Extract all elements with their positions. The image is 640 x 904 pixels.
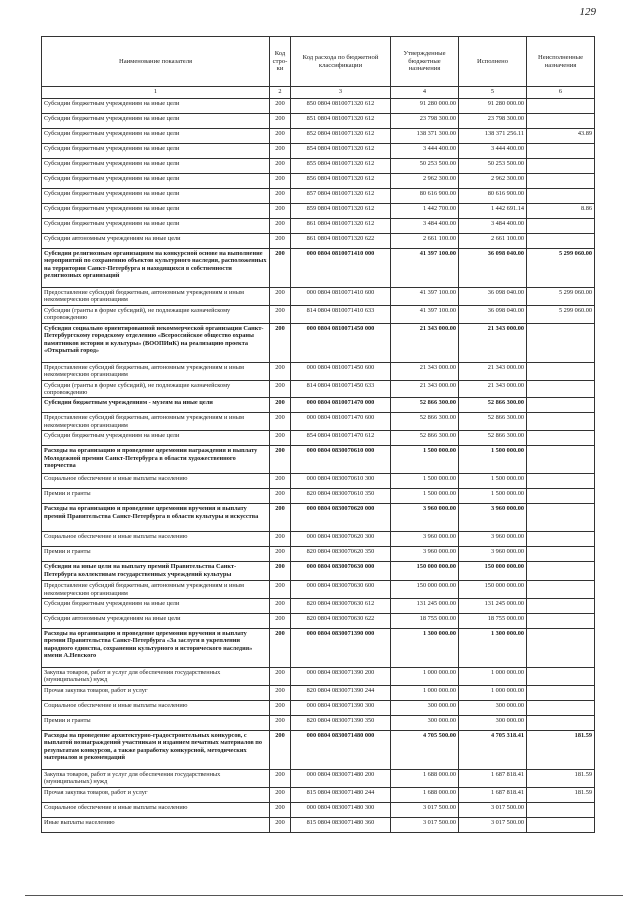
approved-amount-cell: 3 444 400.00 (391, 144, 459, 159)
line-code-cell: 200 (270, 547, 291, 562)
approved-amount-cell: 21 343 000.00 (391, 380, 459, 398)
unexecuted-amount-cell: 181.59 (527, 769, 595, 787)
indicator-name-cell: Субсидии на иные цели на выплату премий Правительства Санкт-Петербурга коллективам государственных учреждений культуры (42, 562, 270, 581)
line-code-cell: 200 (270, 504, 291, 532)
budget-code-cell: 000 0804 0830071390 200 (291, 668, 391, 686)
line-code-cell: 200 (270, 114, 291, 129)
line-code-cell: 200 (270, 174, 291, 189)
unexecuted-amount-cell: 181.59 (527, 730, 595, 769)
approved-amount-cell: 150 000 000.00 (391, 581, 459, 599)
indicator-name-cell: Социальное обеспечение и иные выплаты населению (42, 802, 270, 817)
budget-code-cell: 856 0804 0810071320 612 (291, 174, 391, 189)
executed-amount-cell: 52 866 300.00 (459, 413, 527, 431)
indicator-name-cell: Закупка товаров, работ и услуг для обеспечения государственных (муниципальных) нужд (42, 668, 270, 686)
executed-amount-cell: 91 280 000.00 (459, 99, 527, 114)
approved-amount-cell: 1 442 700.00 (391, 204, 459, 219)
line-code-cell: 200 (270, 323, 291, 362)
approved-amount-cell: 21 343 000.00 (391, 362, 459, 380)
unexecuted-amount-cell (527, 431, 595, 446)
table-row (42, 380, 595, 398)
indicator-name-cell: Субсидия социально ориентированной некоммерческой организации Санкт-Петербургскому городскому отделению «Всероссийское общество охраны памятников истории и культуры» (ВООПИиК) на реализацию проекта «Открытый город» (42, 323, 270, 362)
table-row (42, 159, 595, 174)
budget-code-cell: 850 0804 0810071320 612 (291, 99, 391, 114)
table-body (42, 99, 595, 833)
approved-amount-cell: 18 755 000.00 (391, 614, 459, 629)
indicator-name-cell: Субсидии бюджетным учреждениям на иные цели (42, 144, 270, 159)
indicator-name-cell: Субсидии (гранты в форме субсидий), не подлежащие казначейскому сопровождению (42, 305, 270, 323)
indicator-name-cell: Прочая закупка товаров, работ и услуг (42, 787, 270, 802)
approved-amount-cell: 300 000.00 (391, 715, 459, 730)
approved-amount-cell: 131 245 000.00 (391, 599, 459, 614)
budget-code-cell: 820 0804 0830071390 350 (291, 715, 391, 730)
line-code-cell: 200 (270, 489, 291, 504)
budget-code-cell: 820 0804 0830071390 244 (291, 685, 391, 700)
indicator-name-cell: Субсидии бюджетным учреждениям на иные цели (42, 159, 270, 174)
unexecuted-amount-cell (527, 398, 595, 413)
executed-amount-cell: 300 000.00 (459, 715, 527, 730)
line-code-cell: 200 (270, 398, 291, 413)
approved-amount-cell: 3 017 500.00 (391, 802, 459, 817)
table-row (42, 629, 595, 668)
line-code-cell: 200 (270, 431, 291, 446)
indicator-name-cell: Премии и гранты (42, 547, 270, 562)
table-row (42, 99, 595, 114)
budget-code-cell: 000 0804 0830071390 000 (291, 629, 391, 668)
column-number: 6 (527, 87, 595, 99)
budget-code-cell: 861 0804 0810071320 612 (291, 219, 391, 234)
line-code-cell: 200 (270, 614, 291, 629)
line-code-cell: 200 (270, 129, 291, 144)
line-code-cell: 200 (270, 159, 291, 174)
unexecuted-amount-cell: 5 299 060.00 (527, 249, 595, 288)
table-row (42, 362, 595, 380)
approved-amount-cell: 2 661 100.00 (391, 234, 459, 249)
executed-amount-cell: 3 960 000.00 (459, 504, 527, 532)
table-row (42, 685, 595, 700)
unexecuted-amount-cell (527, 159, 595, 174)
indicator-name-cell: Премии и гранты (42, 715, 270, 730)
column-number: 3 (291, 87, 391, 99)
table-row (42, 413, 595, 431)
budget-code-cell: 000 0804 0810071450 600 (291, 362, 391, 380)
table-row (42, 700, 595, 715)
table-row (42, 489, 595, 504)
executed-amount-cell: 150 000 000.00 (459, 581, 527, 599)
table-row (42, 219, 595, 234)
budget-code-cell: 815 0804 0830071480 360 (291, 817, 391, 832)
column-number-row (42, 87, 595, 99)
indicator-name-cell: Субсидии бюджетным учреждениям на иные цели (42, 129, 270, 144)
approved-amount-cell: 1 000 000.00 (391, 685, 459, 700)
executed-amount-cell: 2 962 300.00 (459, 174, 527, 189)
approved-amount-cell: 1 500 000.00 (391, 474, 459, 489)
table-row (42, 599, 595, 614)
approved-amount-cell: 300 000.00 (391, 700, 459, 715)
budget-code-cell: 820 0804 0830070630 612 (291, 599, 391, 614)
indicator-name-cell: Социальное обеспечение и иные выплаты населению (42, 474, 270, 489)
executed-amount-cell: 3 017 500.00 (459, 817, 527, 832)
line-code-cell: 200 (270, 144, 291, 159)
line-code-cell: 200 (270, 581, 291, 599)
line-code-cell: 200 (270, 629, 291, 668)
approved-amount-cell: 150 000 000.00 (391, 562, 459, 581)
unexecuted-amount-cell (527, 562, 595, 581)
executed-amount-cell: 1 300 000.00 (459, 629, 527, 668)
indicator-name-cell: Расходы на организацию и проведение церемонии вручения и выплату премий Правительства Санкт-Петербурга в области культуры и искусства (42, 504, 270, 532)
approved-amount-cell: 23 798 300.00 (391, 114, 459, 129)
budget-code-cell: 000 0804 0830071480 000 (291, 730, 391, 769)
approved-amount-cell: 1 000 000.00 (391, 668, 459, 686)
budget-code-cell: 814 0804 0810071410 633 (291, 305, 391, 323)
line-code-cell: 200 (270, 685, 291, 700)
indicator-name-cell: Предоставление субсидий бюджетным, автономным учреждениям и иным некоммерческим организациям (42, 362, 270, 380)
line-code-cell: 200 (270, 668, 291, 686)
executed-amount-cell: 1 000 000.00 (459, 668, 527, 686)
header-executed: Исполнено (459, 37, 527, 87)
table-row (42, 305, 595, 323)
unexecuted-amount-cell (527, 599, 595, 614)
approved-amount-cell: 3 484 400.00 (391, 219, 459, 234)
budget-code-cell: 000 0804 0810071470 600 (291, 413, 391, 431)
table-row (42, 668, 595, 686)
table-row (42, 249, 595, 288)
line-code-cell: 200 (270, 362, 291, 380)
executed-amount-cell: 2 661 100.00 (459, 234, 527, 249)
unexecuted-amount-cell (527, 99, 595, 114)
table-row (42, 802, 595, 817)
line-code-cell: 200 (270, 380, 291, 398)
budget-code-cell: 000 0804 0830071480 200 (291, 769, 391, 787)
executed-amount-cell: 21 343 000.00 (459, 380, 527, 398)
budget-code-cell: 859 0804 0810071320 612 (291, 204, 391, 219)
table-row (42, 398, 595, 413)
unexecuted-amount-cell (527, 489, 595, 504)
budget-code-cell: 000 0804 0830070610 300 (291, 474, 391, 489)
executed-amount-cell: 1 500 000.00 (459, 489, 527, 504)
budget-code-cell: 000 0804 0810071410 600 (291, 288, 391, 306)
approved-amount-cell: 41 397 100.00 (391, 305, 459, 323)
table-row (42, 581, 595, 599)
executed-amount-cell: 300 000.00 (459, 700, 527, 715)
unexecuted-amount-cell (527, 668, 595, 686)
budget-code-cell: 854 0804 0810071320 612 (291, 144, 391, 159)
unexecuted-amount-cell (527, 323, 595, 362)
indicator-name-cell: Субсидии автономным учреждениям на иные цели (42, 614, 270, 629)
indicator-name-cell: Субсидии бюджетным учреждениям на иные цели (42, 219, 270, 234)
budget-code-cell: 851 0804 0810071320 612 (291, 114, 391, 129)
table-row (42, 547, 595, 562)
unexecuted-amount-cell (527, 581, 595, 599)
table-row (42, 129, 595, 144)
executed-amount-cell: 3 960 000.00 (459, 547, 527, 562)
approved-amount-cell: 3 960 000.00 (391, 547, 459, 562)
line-code-cell: 200 (270, 532, 291, 547)
executed-amount-cell: 1 000 000.00 (459, 685, 527, 700)
approved-amount-cell: 1 300 000.00 (391, 629, 459, 668)
line-code-cell: 200 (270, 189, 291, 204)
approved-amount-cell: 1 688 000.00 (391, 787, 459, 802)
executed-amount-cell: 23 798 300.00 (459, 114, 527, 129)
line-code-cell: 200 (270, 288, 291, 306)
unexecuted-amount-cell (527, 802, 595, 817)
budget-code-cell: 857 0804 0810071320 612 (291, 189, 391, 204)
approved-amount-cell: 3 960 000.00 (391, 504, 459, 532)
unexecuted-amount-cell: 5 299 060.00 (527, 288, 595, 306)
unexecuted-amount-cell (527, 362, 595, 380)
executed-amount-cell: 1 500 000.00 (459, 474, 527, 489)
header-indicator-name: Наименование показателя (42, 37, 270, 87)
page-number: 129 (579, 6, 596, 18)
table-row (42, 532, 595, 547)
executed-amount-cell: 3 017 500.00 (459, 802, 527, 817)
budget-code-cell: 815 0804 0830071480 244 (291, 787, 391, 802)
unexecuted-amount-cell (527, 144, 595, 159)
table-row (42, 114, 595, 129)
executed-amount-cell: 1 687 818.41 (459, 769, 527, 787)
indicator-name-cell: Предоставление субсидий бюджетным, автономным учреждениям и иным некоммерческим организациям (42, 413, 270, 431)
line-code-cell: 200 (270, 817, 291, 832)
indicator-name-cell: Расходы на организацию и проведение церемонии награждения и выплату Молодежной премии Санкт-Петербурга в области художественного творчества (42, 446, 270, 474)
table-row (42, 474, 595, 489)
indicator-name-cell: Субсидии религиозным организациям на конкурсной основе на выполнение мероприятий по сохранению объектов культурного наследия, расположенных на территории Санкт-Петербурга и находящихся в собственности религиозных организаций (42, 249, 270, 288)
indicator-name-cell: Субсидии бюджетным учреждениям на иные цели (42, 189, 270, 204)
budget-code-cell: 855 0804 0810071320 612 (291, 159, 391, 174)
unexecuted-amount-cell (527, 532, 595, 547)
table-row (42, 787, 595, 802)
approved-amount-cell: 3 960 000.00 (391, 532, 459, 547)
column-number: 1 (42, 87, 270, 99)
header-budget-code: Код расхода по бюджетной классификации (291, 37, 391, 87)
column-number: 4 (391, 87, 459, 99)
approved-amount-cell: 2 962 300.00 (391, 174, 459, 189)
indicator-name-cell: Субсидии бюджетным учреждениям - музеям на иные цели (42, 398, 270, 413)
table-row (42, 730, 595, 769)
indicator-name-cell: Социальное обеспечение и иные выплаты населению (42, 700, 270, 715)
unexecuted-amount-cell (527, 700, 595, 715)
executed-amount-cell: 3 484 400.00 (459, 219, 527, 234)
budget-code-cell: 000 0804 0830070630 600 (291, 581, 391, 599)
header-approved: Утвержденные бюджетные назначения (391, 37, 459, 87)
indicator-name-cell: Субсидии бюджетным учреждениям на иные цели (42, 174, 270, 189)
executed-amount-cell: 3 444 400.00 (459, 144, 527, 159)
unexecuted-amount-cell (527, 189, 595, 204)
unexecuted-amount-cell (527, 234, 595, 249)
unexecuted-amount-cell (527, 474, 595, 489)
approved-amount-cell: 3 017 500.00 (391, 817, 459, 832)
budget-code-cell: 861 0804 0810071320 622 (291, 234, 391, 249)
table-row (42, 174, 595, 189)
approved-amount-cell: 4 705 500.00 (391, 730, 459, 769)
table-row (42, 234, 595, 249)
unexecuted-amount-cell (527, 446, 595, 474)
unexecuted-amount-cell (527, 817, 595, 832)
approved-amount-cell: 1 688 000.00 (391, 769, 459, 787)
line-code-cell: 200 (270, 305, 291, 323)
indicator-name-cell: Субсидии бюджетным учреждениям на иные цели (42, 99, 270, 114)
indicator-name-cell: Предоставление субсидий бюджетным, автономным учреждениям и иным некоммерческим организациям (42, 288, 270, 306)
executed-amount-cell: 3 960 000.00 (459, 532, 527, 547)
executed-amount-cell: 52 866 300.00 (459, 398, 527, 413)
executed-amount-cell: 21 343 000.00 (459, 362, 527, 380)
line-code-cell: 200 (270, 474, 291, 489)
line-code-cell: 200 (270, 99, 291, 114)
executed-amount-cell: 36 098 040.00 (459, 288, 527, 306)
budget-code-cell: 000 0804 0810071410 000 (291, 249, 391, 288)
executed-amount-cell: 131 245 000.00 (459, 599, 527, 614)
header-row (42, 37, 595, 87)
unexecuted-amount-cell (527, 380, 595, 398)
executed-amount-cell: 36 098 040.00 (459, 305, 527, 323)
budget-code-cell: 000 0804 0830070630 000 (291, 562, 391, 581)
executed-amount-cell: 1 500 000.00 (459, 446, 527, 474)
line-code-cell: 200 (270, 204, 291, 219)
page-bottom-rule (25, 895, 623, 896)
indicator-name-cell: Иные выплаты населению (42, 817, 270, 832)
unexecuted-amount-cell (527, 413, 595, 431)
executed-amount-cell: 52 866 300.00 (459, 431, 527, 446)
header-unexecuted: Неисполненные назначения (527, 37, 595, 87)
executed-amount-cell: 1 687 818.41 (459, 787, 527, 802)
approved-amount-cell: 41 397 100.00 (391, 249, 459, 288)
approved-amount-cell: 52 866 300.00 (391, 398, 459, 413)
indicator-name-cell: Закупка товаров, работ и услуг для обеспечения государственных (муниципальных) нужд (42, 769, 270, 787)
line-code-cell: 200 (270, 730, 291, 769)
approved-amount-cell: 52 866 300.00 (391, 431, 459, 446)
executed-amount-cell: 1 442 691.14 (459, 204, 527, 219)
line-code-cell: 200 (270, 787, 291, 802)
executed-amount-cell: 138 371 256.11 (459, 129, 527, 144)
budget-execution-table (41, 36, 595, 833)
line-code-cell: 200 (270, 802, 291, 817)
unexecuted-amount-cell (527, 685, 595, 700)
unexecuted-amount-cell (527, 629, 595, 668)
indicator-name-cell: Субсидии (гранты в форме субсидий), не подлежащие казначейскому сопровождению (42, 380, 270, 398)
table-row (42, 446, 595, 474)
header-line-code: Код стро- ки (270, 37, 291, 87)
indicator-name-cell: Субсидии бюджетным учреждениям на иные цели (42, 599, 270, 614)
table-row (42, 204, 595, 219)
budget-code-cell: 000 0804 0830071390 300 (291, 700, 391, 715)
line-code-cell: 200 (270, 249, 291, 288)
approved-amount-cell: 1 500 000.00 (391, 446, 459, 474)
unexecuted-amount-cell: 181.59 (527, 787, 595, 802)
executed-amount-cell: 18 755 000.00 (459, 614, 527, 629)
table-row (42, 431, 595, 446)
indicator-name-cell: Субсидии бюджетным учреждениям на иные цели (42, 431, 270, 446)
line-code-cell: 200 (270, 599, 291, 614)
indicator-name-cell: Премии и гранты (42, 489, 270, 504)
table-row (42, 769, 595, 787)
executed-amount-cell: 50 253 500.00 (459, 159, 527, 174)
budget-code-cell: 814 0804 0810071450 633 (291, 380, 391, 398)
table-row (42, 817, 595, 832)
budget-code-cell: 000 0804 0830070620 300 (291, 532, 391, 547)
indicator-name-cell: Субсидии бюджетным учреждениям на иные цели (42, 114, 270, 129)
approved-amount-cell: 52 866 300.00 (391, 413, 459, 431)
table-row (42, 144, 595, 159)
table-row (42, 288, 595, 306)
budget-code-cell: 852 0804 0810071320 612 (291, 129, 391, 144)
approved-amount-cell: 50 253 500.00 (391, 159, 459, 174)
approved-amount-cell: 91 280 000.00 (391, 99, 459, 114)
approved-amount-cell: 138 371 300.00 (391, 129, 459, 144)
budget-code-cell: 820 0804 0830070630 622 (291, 614, 391, 629)
executed-amount-cell: 80 616 900.00 (459, 189, 527, 204)
table-row (42, 189, 595, 204)
unexecuted-amount-cell: 43.89 (527, 129, 595, 144)
line-code-cell: 200 (270, 219, 291, 234)
unexecuted-amount-cell (527, 547, 595, 562)
line-code-cell: 200 (270, 446, 291, 474)
unexecuted-amount-cell (527, 504, 595, 532)
budget-code-cell: 820 0804 0830070610 350 (291, 489, 391, 504)
budget-code-cell: 854 0804 0810071470 612 (291, 431, 391, 446)
budget-code-cell: 000 0804 0830070620 000 (291, 504, 391, 532)
table-row (42, 562, 595, 581)
line-code-cell: 200 (270, 700, 291, 715)
unexecuted-amount-cell (527, 174, 595, 189)
table-row (42, 715, 595, 730)
column-number: 5 (459, 87, 527, 99)
indicator-name-cell: Социальное обеспечение и иные выплаты населению (42, 532, 270, 547)
budget-code-cell: 000 0804 0830070610 000 (291, 446, 391, 474)
budget-code-cell: 820 0804 0830070620 350 (291, 547, 391, 562)
unexecuted-amount-cell: 5 299 060.00 (527, 305, 595, 323)
approved-amount-cell: 80 616 900.00 (391, 189, 459, 204)
executed-amount-cell: 150 000 000.00 (459, 562, 527, 581)
unexecuted-amount-cell: 8.86 (527, 204, 595, 219)
line-code-cell: 200 (270, 715, 291, 730)
table-row (42, 614, 595, 629)
budget-code-cell: 000 0804 0810071450 000 (291, 323, 391, 362)
unexecuted-amount-cell (527, 219, 595, 234)
indicator-name-cell: Расходы на организацию и проведение церемонии вручения и выплату премии Правительства Санкт-Петербурга «За заслуги в укреплении народного единства, сохранении культурного и исторического наследия» имени А.Невского (42, 629, 270, 668)
unexecuted-amount-cell (527, 715, 595, 730)
indicator-name-cell: Прочая закупка товаров, работ и услуг (42, 685, 270, 700)
indicator-name-cell: Предоставление субсидий бюджетным, автономным учреждениям и иным некоммерческим организациям (42, 581, 270, 599)
indicator-name-cell: Субсидии автономным учреждениям на иные цели (42, 234, 270, 249)
line-code-cell: 200 (270, 413, 291, 431)
indicator-name-cell: Расходы на проведение архитектурно-градостроительных конкурсов, с выплатой вознаграждений участникам и изданием печатных материалов по результатам конкурсов, а также разработку конкурсной, методических материалов и рекомендаций (42, 730, 270, 769)
executed-amount-cell: 4 705 318.41 (459, 730, 527, 769)
line-code-cell: 200 (270, 234, 291, 249)
column-number: 2 (270, 87, 291, 99)
approved-amount-cell: 41 397 100.00 (391, 288, 459, 306)
budget-code-cell: 000 0804 0830071480 300 (291, 802, 391, 817)
approved-amount-cell: 21 343 000.00 (391, 323, 459, 362)
executed-amount-cell: 36 098 040.00 (459, 249, 527, 288)
line-code-cell: 200 (270, 769, 291, 787)
executed-amount-cell: 21 343 000.00 (459, 323, 527, 362)
unexecuted-amount-cell (527, 114, 595, 129)
line-code-cell: 200 (270, 562, 291, 581)
table-row (42, 323, 595, 362)
approved-amount-cell: 1 500 000.00 (391, 489, 459, 504)
table-row (42, 504, 595, 532)
unexecuted-amount-cell (527, 614, 595, 629)
indicator-name-cell: Субсидии бюджетным учреждениям на иные цели (42, 204, 270, 219)
budget-code-cell: 000 0804 0810071470 000 (291, 398, 391, 413)
